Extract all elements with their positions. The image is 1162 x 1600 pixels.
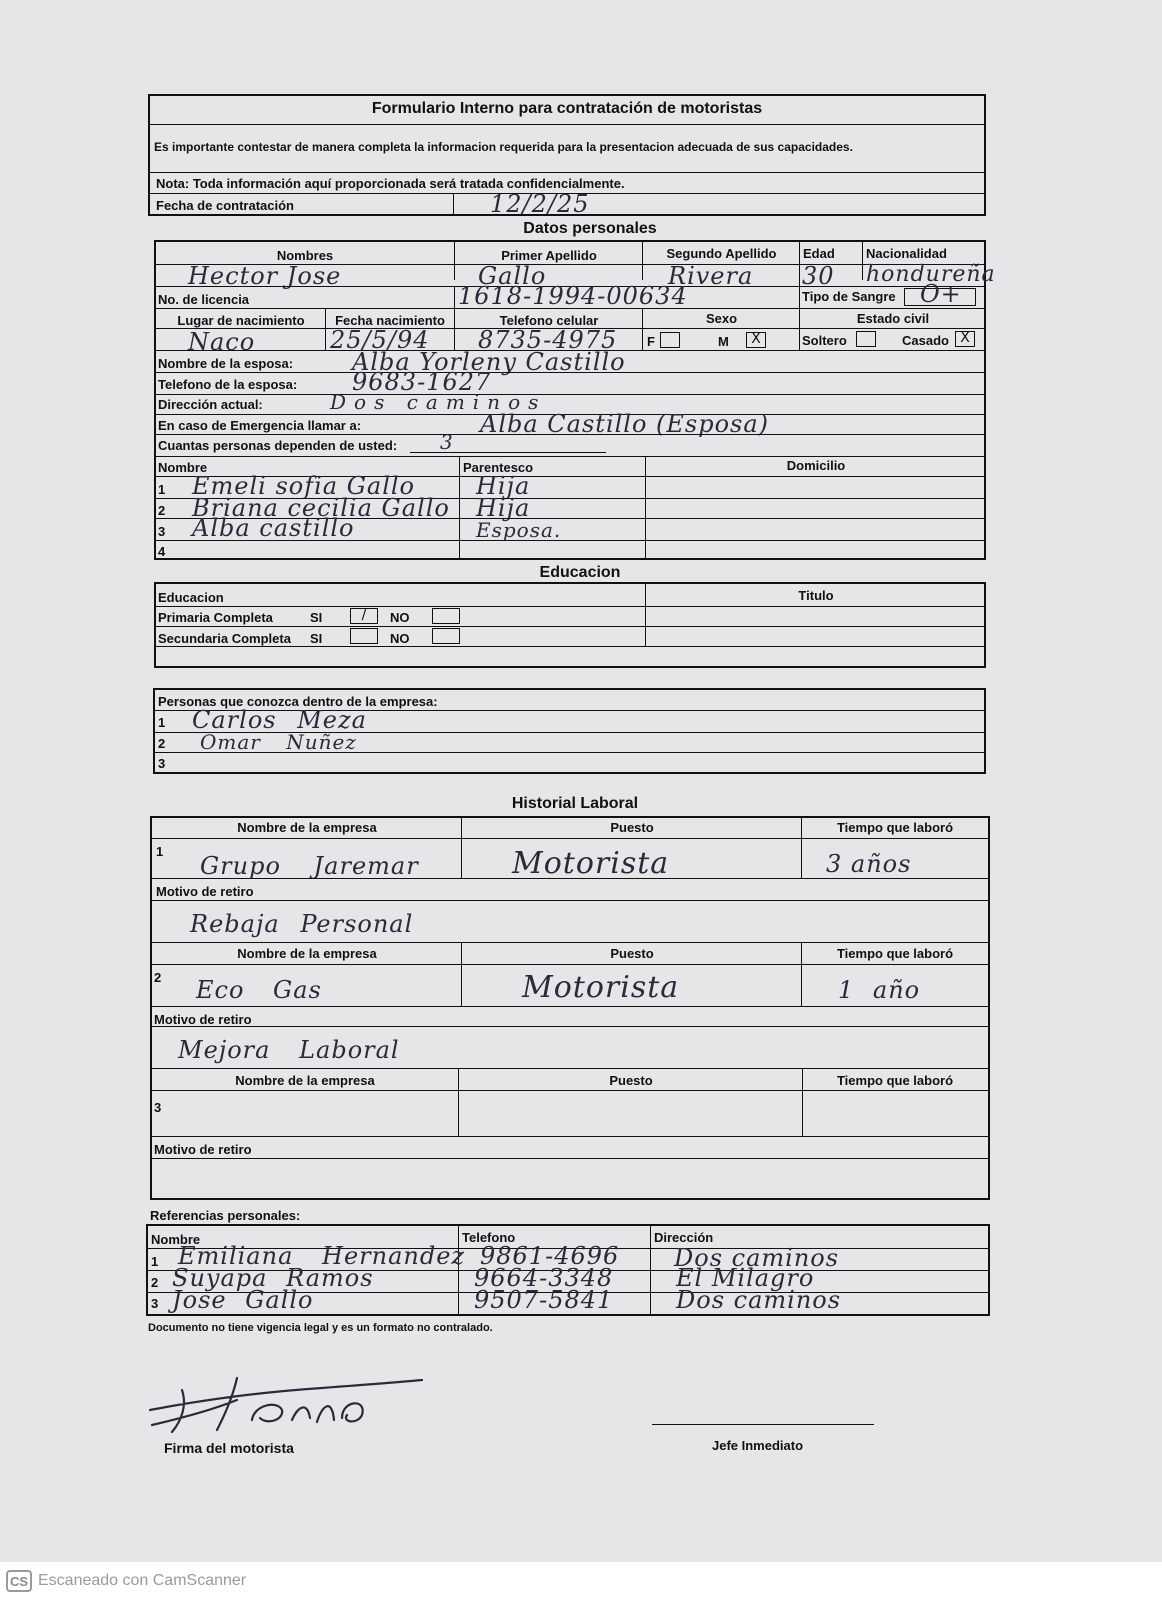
dependents-address-header: Domicilio	[786, 458, 846, 473]
first-surname-value: Gallo	[478, 262, 547, 290]
personal-section-title: Datos personales	[523, 220, 657, 237]
supervisor-label: Jefe Inmediato	[712, 1438, 804, 1453]
birthdate-header: Fecha nacimiento	[335, 313, 445, 328]
sex-m-label: M	[718, 334, 729, 349]
camscanner-watermark	[0, 1562, 1162, 1600]
dependent-row-name: Alba castillo	[192, 514, 355, 542]
driver-signature	[142, 1370, 442, 1440]
dependent-row-relation: Hija	[476, 472, 531, 500]
spouse-phone-value: 9683-1627	[352, 368, 492, 396]
reference-row-phone: 9861-4696	[480, 1242, 620, 1270]
secondary-label: Secundaria Completa	[158, 631, 291, 646]
age-value: 30	[802, 262, 835, 290]
job-num: 2	[154, 970, 162, 985]
hire-date-value: 12/2/25	[490, 190, 590, 218]
education-title-header: Titulo	[798, 588, 834, 603]
job-company-header: Nombre de la empresa	[237, 820, 377, 835]
job-company-value: Grupo Jaremar	[200, 852, 419, 880]
reference-row-address: Dos caminos	[676, 1286, 842, 1314]
single-label: Soltero	[802, 333, 847, 348]
birthplace-header: Lugar de nacimiento	[177, 313, 305, 328]
form-note: Nota: Toda información aquí proporcionada será tratada confidencialmente.	[156, 176, 625, 191]
references-name-header: Nombre	[151, 1232, 201, 1247]
sex-f-checkbox	[660, 332, 680, 348]
job-reason-label: Motivo de retiro	[154, 1012, 252, 1027]
address-value: Dos caminos	[330, 390, 547, 414]
secondary-yes-label: SI	[310, 631, 323, 646]
cellphone-value: 8735-4975	[478, 326, 618, 354]
spouse-phone-label: Telefono de la esposa:	[158, 377, 298, 392]
education-header: Educacion	[158, 590, 224, 605]
education-section-title: Educacion	[539, 564, 621, 581]
reference-row-num: 3	[151, 1296, 159, 1311]
age-header: Edad	[803, 246, 835, 261]
acquaintance-row-name: Omar Nuñez	[200, 730, 357, 754]
second-surname-value: Rivera	[668, 262, 754, 290]
camscanner-logo-icon: CS	[6, 1570, 32, 1592]
job-company-value: Eco Gas	[196, 976, 322, 1004]
names-value: Hector Jose	[188, 262, 342, 290]
license-value: 1618-1994-00634	[458, 282, 688, 310]
birthdate-value: 25/5/94	[330, 326, 430, 354]
job-reason-label: Motivo de retiro	[154, 1142, 252, 1157]
primary-label: Primaria Completa	[158, 610, 273, 625]
acquaintance-row-num: 3	[158, 756, 166, 771]
spouse-name-value: Alba Yorleny Castillo	[352, 348, 626, 376]
supervisor-signature-line	[652, 1424, 874, 1425]
dependents-name-header: Nombre	[158, 460, 208, 475]
references-phone-header: Telefono	[462, 1230, 516, 1245]
job-position-value: Motorista	[512, 846, 670, 881]
reference-row-num: 1	[151, 1254, 159, 1269]
married-label: Casado	[902, 333, 949, 348]
emergency-value: Alba Castillo (Esposa)	[480, 410, 770, 438]
acquaintance-row-num: 2	[158, 736, 166, 751]
names-header: Nombres	[276, 248, 334, 263]
disclaimer-text: Documento no tiene vigencia legal y es un formato no contralado.	[148, 1322, 493, 1334]
sex-header: Sexo	[705, 311, 738, 326]
job-time-value: 3 años	[826, 850, 912, 878]
acquaintance-row-num: 1	[158, 715, 166, 730]
dependent-row-name: Emeli sofia Gallo	[192, 472, 416, 500]
references-header: Referencias personales:	[150, 1208, 301, 1223]
dependent-row-num: 2	[158, 503, 166, 518]
nationality-value: hondureña	[866, 262, 996, 287]
civil-status-header: Estado civil	[856, 311, 930, 326]
job-position-header: Puesto	[610, 946, 654, 961]
blood-type-label: Tipo de Sangre	[802, 289, 896, 304]
reference-row-address: El Milagro	[676, 1264, 815, 1292]
job-company-header: Nombre de la empresa	[237, 946, 377, 961]
camscanner-text: Escaneado con CamScanner	[38, 1572, 247, 1589]
reference-row-phone: 9664-3348	[474, 1264, 614, 1292]
single-checkbox	[856, 331, 876, 347]
spouse-name-label: Nombre de la esposa:	[158, 356, 294, 371]
reference-row-name: Emiliana Hernandez	[178, 1242, 466, 1270]
dependent-row-name: Briana cecilia Gallo	[192, 494, 450, 522]
job-position-header: Puesto	[610, 820, 654, 835]
job-position-header: Puesto	[609, 1073, 653, 1088]
address-label: Dirección actual:	[158, 397, 263, 412]
license-label: No. de licencia	[158, 292, 250, 307]
first-surname-header: Primer Apellido	[501, 248, 597, 263]
job-reason-label: Motivo de retiro	[156, 884, 254, 899]
primary-no-checkbox	[432, 608, 460, 624]
dependent-row-num: 3	[158, 524, 166, 539]
sex-f-label: F	[647, 334, 655, 349]
references-address-header: Dirección	[654, 1230, 714, 1245]
dependent-row-relation: Esposa.	[476, 518, 562, 542]
cellphone-header: Telefono celular	[499, 313, 599, 328]
primary-yes-checkbox: /	[350, 608, 378, 624]
form-title: Formulario Interno para contratación de motoristas	[371, 100, 763, 117]
dependent-row-num: 1	[158, 482, 166, 497]
acquaintance-row-name: Carlos Meza	[192, 706, 367, 734]
married-checkbox: X	[955, 331, 975, 347]
primary-no-label: NO	[390, 610, 410, 625]
dependent-row-num: 4	[158, 544, 166, 559]
dependent-row-relation: Hija	[476, 494, 531, 522]
job-time-value: 1 año	[838, 976, 921, 1004]
job-reason-value: Rebaja Personal	[190, 910, 414, 938]
blood-type-value: O+	[920, 280, 962, 308]
job-time-header: Tiempo que laboró	[836, 820, 954, 835]
secondary-no-label: NO	[390, 631, 410, 646]
job-time-header: Tiempo que laboró	[836, 946, 954, 961]
job-num: 1	[156, 844, 164, 859]
dependents-relation-header: Parentesco	[463, 460, 534, 475]
nationality-header: Nacionalidad	[866, 246, 947, 261]
primary-yes-label: SI	[310, 610, 323, 625]
dependents-label: Cuantas personas dependen de usted:	[158, 438, 398, 453]
birthplace-value: Naco	[188, 328, 256, 356]
job-num: 3	[154, 1100, 162, 1115]
reference-row-name: Suyapa Ramos	[172, 1264, 374, 1292]
acquaintances-header: Personas que conozca dentro de la empresa:	[158, 694, 438, 709]
secondary-no-checkbox	[432, 628, 460, 644]
job-time-header: Tiempo que laboró	[836, 1073, 954, 1088]
emergency-label: En caso de Emergencia llamar a:	[158, 418, 362, 433]
driver-signature-label: Firma del motorista	[164, 1440, 294, 1456]
job-position-value: Motorista	[522, 970, 680, 1005]
reference-row-phone: 9507-5841	[474, 1286, 614, 1314]
work-history-section-title: Historial Laboral	[511, 795, 639, 812]
reference-row-address: Dos caminos	[674, 1244, 840, 1272]
form-instructions: Es importante contestar de manera completa la informacion requerida para la presentacion adecuada de sus capacidades.	[154, 140, 853, 154]
secondary-yes-checkbox	[350, 628, 378, 644]
hire-date-label: Fecha de contratación	[156, 198, 294, 213]
reference-row-name: Jose Gallo	[172, 1286, 314, 1314]
dependents-value: 3	[440, 430, 454, 454]
sex-m-checkbox: X	[746, 332, 766, 348]
second-surname-header: Segundo Apellido	[666, 246, 777, 261]
reference-row-num: 2	[151, 1275, 159, 1290]
job-reason-value: Mejora Laboral	[178, 1036, 400, 1064]
job-company-header: Nombre de la empresa	[235, 1073, 375, 1088]
